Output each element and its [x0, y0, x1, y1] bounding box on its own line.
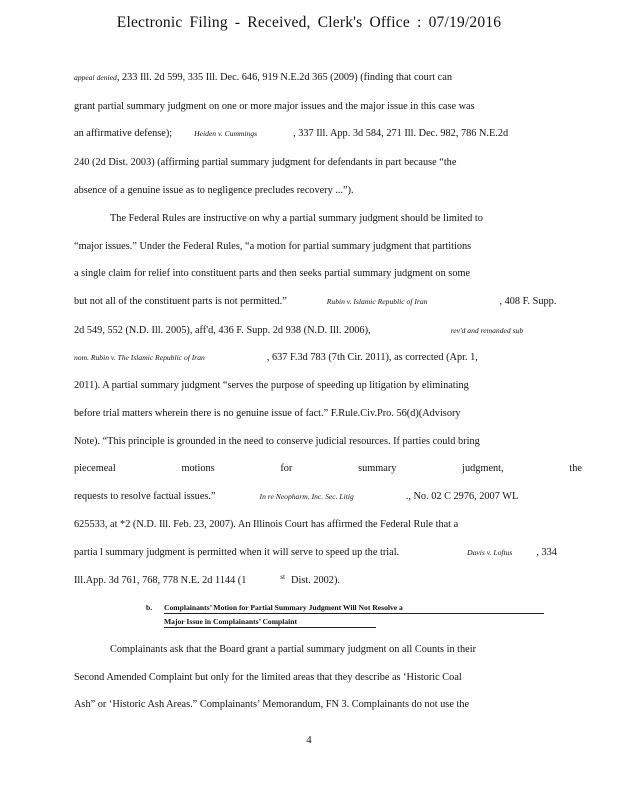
text-line-9: but not all of the constituent parts is not permitted.” Rubin v. Islamic Republic of Iran , 408 F. Supp. [74, 296, 557, 307]
filing-header: Electronic Filing - Received, Clerk's Office : 07/19/2016 [116, 14, 502, 31]
text-line-3: an affirmative defense); Heiden v. Cummings , 337 Ill. App. 3d 584, 271 Ill. Dec. 982, 786 N.E.2d [74, 128, 509, 139]
text-line-6: The Federal Rules are instructive on why a partial summary judgment should be limited to [110, 213, 483, 224]
case-citation: Davis v. Loftus [467, 548, 513, 557]
case-citation: Heiden v. Cummings [194, 129, 258, 138]
text-line-22: Ash” or ‘Historic Ash Areas.” Complainants’ Memorandum, FN 3. Complainants do not use the [74, 699, 470, 710]
text-line-18: partia l summary judgment is permitted when it will serve to speed up the trial. Davis v. Loftus , 334 [74, 547, 557, 558]
case-citation: In re Neopharm, Inc. Sec. Litig [259, 492, 354, 501]
case-citation: rev'd and remanded sub [450, 326, 524, 335]
text-line-13: before trial matters wherein there is no genuine issue of fact.” F.Rule.Civ.Pro. 56(d)(Advisory [74, 408, 461, 419]
text-line-4: 240 (2d Dist. 2003) (affirming partial summary judgment for defendants in part because “the [74, 157, 457, 168]
text-line-19: Ill.App. 3d 761, 768, 778 N.E. 2d 1144 (1 $^{st}$ Dist. 2002). [74, 573, 340, 586]
subheading-title-line-1: Complainants’ Motion for Partial Summary Judgment Will Not Resolve a [164, 603, 403, 612]
text-line-20: Complainants ask that the Board grant a partial summary judgment on all Counts in their [110, 644, 477, 655]
case-citation: appeal denied [74, 73, 117, 82]
subheading-underline [164, 613, 544, 614]
case-citation: Rubin v. Islamic Republic of Iran [326, 297, 428, 306]
subheading-label: b. [146, 603, 153, 612]
case-citation: nom. Rubin v. The Islamic Republic of Iran [74, 353, 205, 362]
text-line-10: 2d 549, 552 (N.D. Ill. 2005), aff'd, 436 F. Supp. 2d 938 (N.D. Ill. 2006), rev'd and remanded sub [74, 325, 524, 336]
text-line-7: “major issues.” Under the Federal Rules, “a motion for partial summary judgment that partitions [74, 241, 472, 252]
text-line-17: 625533, at *2 (N.D. Ill. Feb. 23, 2007). An Illinois Court has affirmed the Federal Rule that a [74, 519, 459, 530]
text-line-21: Second Amended Complaint but only for the limited areas that they describe as ‘Historic Coal [74, 672, 462, 683]
text-line-5: absence of a genuine issue as to negligence precludes recovery ...”). [74, 185, 354, 196]
text-line-12: 2011). A partial summary judgment “serves the purpose of speeding up litigation by eliminating [74, 380, 469, 391]
subheading-title-line-2: Major Issue in Complainants’ Complaint [164, 617, 298, 626]
page-number: 4 [306, 735, 312, 746]
text-line-2: grant partial summary judgment on one or more major issues and the major issue in this case was [74, 101, 475, 112]
text-line-16: requests to resolve factual issues.” In re Neopharm, Inc. Sec. Litig ., No. 02 C 2976, 2007 WL [74, 491, 519, 502]
text-line-1: appeal denied, 233 Ill. 2d 599, 335 Ill. Dec. 646, 919 N.E.2d 365 (2009) (finding that court can [74, 72, 452, 83]
text-line-15: piecemeal motions for summary judgment, the [74, 463, 582, 474]
text-line-11: nom. Rubin v. The Islamic Republic of Iran , 637 F.3d 783 (7th Cir. 2011), as corrected (Apr. 1, [74, 352, 478, 363]
text-line-14: Note). “This principle is grounded in the need to conserve judicial resources. If parties could bring [74, 436, 480, 447]
text-line-8: a single claim for relief into constituent parts and then seeks partial summary judgment on some [74, 268, 471, 279]
subheading-underline [164, 627, 376, 628]
